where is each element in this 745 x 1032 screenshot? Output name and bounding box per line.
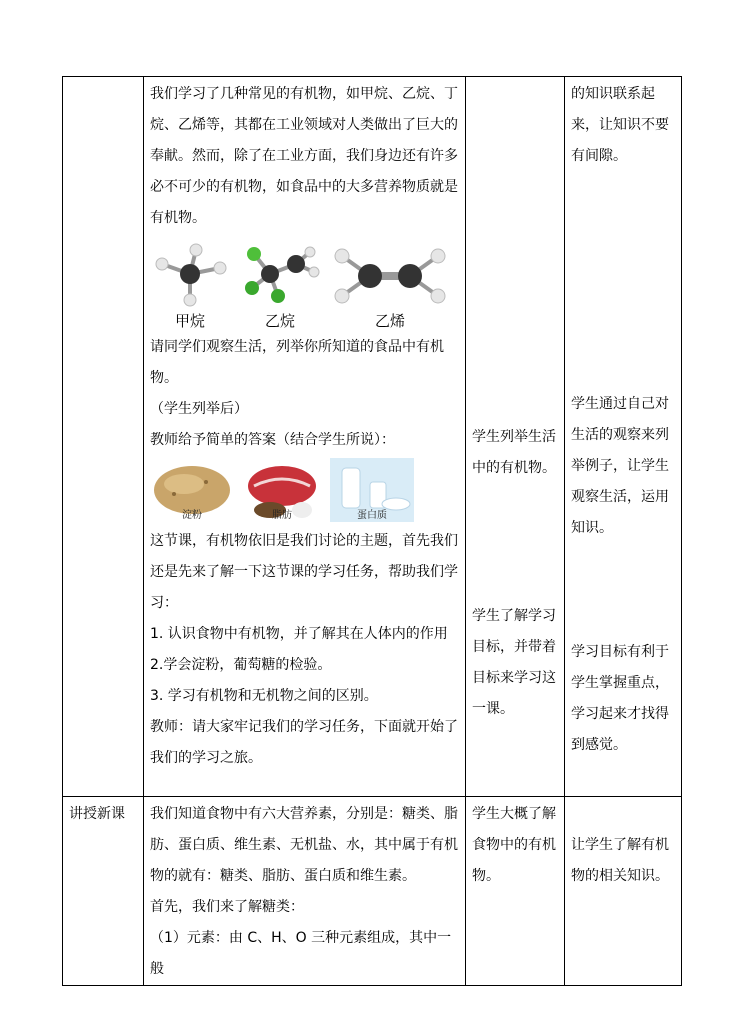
design-intent-b: 学生通过自己对生活的观察来列举例子，让学生观察生活，运用知识。 xyxy=(571,396,669,536)
task-3: 3. 学习有机物和无机物之间的区别。 xyxy=(150,688,378,704)
stage-label xyxy=(63,77,143,81)
after-paragraph: （学生列举后） xyxy=(150,401,248,417)
fat-label: 脂肪 xyxy=(272,510,292,521)
teacher-answer-paragraph: 教师给予简单的答案（结合学生所说）： xyxy=(150,432,395,448)
intro-paragraph: 我们学习了几种常见的有机物，如甲烷、乙烷、丁烷、乙烯等，其都在工业领域对人类做出了巨大的奉献。然而，除了在工业方面，我们身边还有许多必不可少的有机物，如食品中的大多营养物质就是有机物。 xyxy=(150,86,458,226)
food-figures xyxy=(150,458,459,522)
stage-cell xyxy=(63,797,144,986)
design-intent-a: 的知识联系起来，让知识不要有间隙。 xyxy=(571,86,669,164)
starch-figure xyxy=(150,458,234,522)
student-activity-b: 学生了解学习目标，并带着目标来学习这一课。 xyxy=(472,608,556,717)
molecule-figures xyxy=(150,238,459,330)
table-row xyxy=(63,797,682,986)
lesson-intro-paragraph: 这节课，有机物依旧是我们讨论的主题，首先我们还是先来了解一下这节课的学习任务，帮助我们学习： xyxy=(150,533,458,611)
starch-label: 淀粉 xyxy=(182,510,202,521)
design-intent: 让学生了解有机物的相关知识。 xyxy=(571,837,669,884)
teacher-end-paragraph: 教师：请大家牢记我们的学习任务，下面就开始了我们的学习之旅。 xyxy=(150,719,458,766)
student-activity-a: 学生列举生活中的有机物。 xyxy=(472,429,556,476)
sugar-intro-paragraph: 首先，我们来了解糖类： xyxy=(150,899,304,915)
student-activity: 学生大概了解食物中的有机物。 xyxy=(472,806,556,884)
design-intent-cell xyxy=(565,77,682,797)
fat-figure xyxy=(240,458,324,522)
elements-paragraph: （1）元素：由 C、H、O 三种元素组成，其中一般 xyxy=(150,930,452,977)
design-intent-c: 学习目标有利于学生掌握重点，学习起来才找得到感觉。 xyxy=(571,644,669,753)
stage-cell xyxy=(63,77,144,797)
design-intent-cell xyxy=(565,797,682,986)
ethane-model-icon xyxy=(240,242,320,310)
ethylene-caption: 乙烯 xyxy=(374,312,405,330)
stage-label: 讲授新课 xyxy=(69,806,125,822)
ask-paragraph: 请同学们观察生活，列举你所知道的食品中有机物。 xyxy=(150,339,444,386)
ethane-caption: 乙烷 xyxy=(264,312,295,330)
protein-figure xyxy=(330,458,414,522)
lesson-plan-table xyxy=(62,76,682,986)
teacher-activity-cell xyxy=(144,77,466,797)
table-row xyxy=(63,77,682,797)
task-1: 1. 认识食物中有机物，并了解其在人体内的作用 xyxy=(150,626,448,642)
teacher-activity-cell xyxy=(144,797,466,986)
student-activity-cell xyxy=(466,77,565,797)
methane-caption: 甲烷 xyxy=(174,312,205,330)
task-2: 2.学会淀粉，葡萄糖的检验。 xyxy=(150,657,332,673)
ethylene-model-icon xyxy=(330,242,450,310)
ethylene-figure xyxy=(330,242,450,330)
methane-figure xyxy=(150,242,230,330)
protein-label: 蛋白质 xyxy=(357,510,387,521)
nutrients-paragraph: 我们知道食物中有六大营养素，分别是：糖类、脂肪、蛋白质、维生素、无机盐、水，其中属于有机物的就有：糖类、脂肪、蛋白质和维生素。 xyxy=(150,806,458,884)
ethane-figure xyxy=(240,242,320,330)
methane-model-icon xyxy=(150,242,230,310)
student-activity-cell xyxy=(466,797,565,986)
